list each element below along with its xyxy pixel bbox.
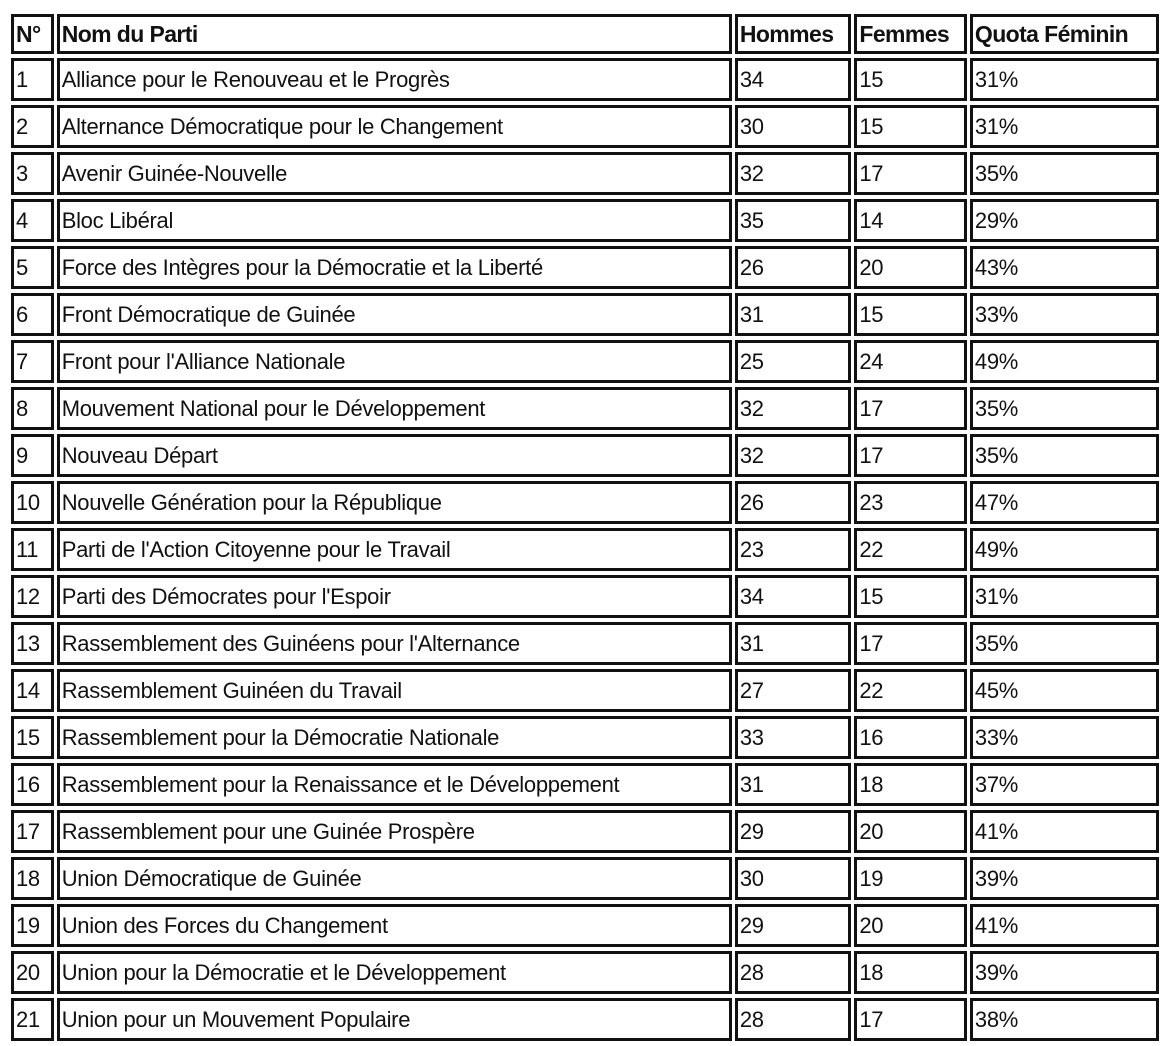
- party-name: Union pour la Démocratie et le Développement: [57, 951, 732, 994]
- women-count: 24: [854, 340, 967, 383]
- women-count: 17: [854, 998, 967, 1041]
- row-number: 4: [11, 199, 54, 242]
- female-quota: 39%: [970, 951, 1159, 994]
- female-quota: 31%: [970, 575, 1159, 618]
- row-number: 6: [11, 293, 54, 336]
- female-quota: 29%: [970, 199, 1159, 242]
- men-count: 31: [735, 622, 852, 665]
- party-name: Avenir Guinée-Nouvelle: [57, 152, 732, 195]
- row-number: 3: [11, 152, 54, 195]
- women-count: 23: [854, 481, 967, 524]
- table-row: [11, 669, 1159, 712]
- men-count: 35: [735, 199, 852, 242]
- table-row: [11, 387, 1159, 430]
- table-row: [11, 528, 1159, 571]
- female-quota: 33%: [970, 716, 1159, 759]
- female-quota: 45%: [970, 669, 1159, 712]
- women-count: 17: [854, 387, 967, 430]
- female-quota: 35%: [970, 387, 1159, 430]
- female-quota: 37%: [970, 763, 1159, 806]
- table-row: [11, 340, 1159, 383]
- row-number: 12: [11, 575, 54, 618]
- men-count: 30: [735, 857, 852, 900]
- party-name: Union des Forces du Changement: [57, 904, 732, 947]
- women-count: 15: [854, 58, 967, 101]
- men-count: 26: [735, 246, 852, 289]
- men-count: 29: [735, 810, 852, 853]
- table-row: [11, 857, 1159, 900]
- table-row: [11, 105, 1159, 148]
- men-count: 28: [735, 951, 852, 994]
- women-count: 15: [854, 105, 967, 148]
- party-name: Rassemblement pour une Guinée Prospère: [57, 810, 732, 853]
- row-number: 8: [11, 387, 54, 430]
- party-name: Bloc Libéral: [57, 199, 732, 242]
- table-row: [11, 904, 1159, 947]
- row-number: 17: [11, 810, 54, 853]
- party-name: Force des Intègres pour la Démocratie et la Liberté: [57, 246, 732, 289]
- party-name: Front pour l'Alliance Nationale: [57, 340, 732, 383]
- table-row: [11, 434, 1159, 477]
- female-quota: 33%: [970, 293, 1159, 336]
- row-number: 19: [11, 904, 54, 947]
- men-count: 34: [735, 575, 852, 618]
- men-count: 28: [735, 998, 852, 1041]
- table-row: [11, 152, 1159, 195]
- table-row: [11, 998, 1159, 1041]
- women-count: 18: [854, 951, 967, 994]
- row-number: 20: [11, 951, 54, 994]
- parties-table: [8, 10, 1162, 1045]
- women-count: 19: [854, 857, 967, 900]
- row-number: 2: [11, 105, 54, 148]
- women-count: 20: [854, 246, 967, 289]
- party-name: Front Démocratique de Guinée: [57, 293, 732, 336]
- table-row: [11, 246, 1159, 289]
- men-count: 32: [735, 152, 852, 195]
- party-name: Alternance Démocratique pour le Changement: [57, 105, 732, 148]
- party-name: Alliance pour le Renouveau et le Progrès: [57, 58, 732, 101]
- party-name: Rassemblement Guinéen du Travail: [57, 669, 732, 712]
- men-count: 25: [735, 340, 852, 383]
- table-row: [11, 58, 1159, 101]
- men-count: 23: [735, 528, 852, 571]
- party-name: Rassemblement pour la Renaissance et le Développement: [57, 763, 732, 806]
- row-number: 10: [11, 481, 54, 524]
- female-quota: 41%: [970, 810, 1159, 853]
- female-quota: 35%: [970, 622, 1159, 665]
- men-count: 32: [735, 387, 852, 430]
- party-name: Nouvelle Génération pour la République: [57, 481, 732, 524]
- women-count: 14: [854, 199, 967, 242]
- women-count: 15: [854, 293, 967, 336]
- female-quota: 47%: [970, 481, 1159, 524]
- header-female-quota: Quota Féminin: [970, 14, 1159, 54]
- women-count: 20: [854, 904, 967, 947]
- men-count: 34: [735, 58, 852, 101]
- women-count: 15: [854, 575, 967, 618]
- header-row: [11, 14, 1159, 54]
- women-count: 16: [854, 716, 967, 759]
- table-body: [11, 58, 1159, 1041]
- female-quota: 31%: [970, 105, 1159, 148]
- party-name: Nouveau Départ: [57, 434, 732, 477]
- female-quota: 49%: [970, 340, 1159, 383]
- party-name: Rassemblement pour la Démocratie Nationale: [57, 716, 732, 759]
- female-quota: 49%: [970, 528, 1159, 571]
- women-count: 22: [854, 669, 967, 712]
- table-row: [11, 622, 1159, 665]
- row-number: 18: [11, 857, 54, 900]
- header-party-name: Nom du Parti: [57, 14, 732, 54]
- female-quota: 35%: [970, 152, 1159, 195]
- table-row: [11, 481, 1159, 524]
- row-number: 15: [11, 716, 54, 759]
- men-count: 33: [735, 716, 852, 759]
- female-quota: 35%: [970, 434, 1159, 477]
- table-row: [11, 951, 1159, 994]
- men-count: 31: [735, 763, 852, 806]
- row-number: 1: [11, 58, 54, 101]
- row-number: 13: [11, 622, 54, 665]
- header-number: N°: [11, 14, 54, 54]
- men-count: 32: [735, 434, 852, 477]
- table-row: [11, 810, 1159, 853]
- female-quota: 31%: [970, 58, 1159, 101]
- men-count: 29: [735, 904, 852, 947]
- women-count: 22: [854, 528, 967, 571]
- party-name: Mouvement National pour le Développement: [57, 387, 732, 430]
- row-number: 21: [11, 998, 54, 1041]
- table-row: [11, 199, 1159, 242]
- header-women: Femmes: [854, 14, 967, 54]
- women-count: 17: [854, 434, 967, 477]
- row-number: 9: [11, 434, 54, 477]
- table-row: [11, 293, 1159, 336]
- women-count: 17: [854, 152, 967, 195]
- row-number: 5: [11, 246, 54, 289]
- women-count: 20: [854, 810, 967, 853]
- party-name: Rassemblement des Guinéens pour l'Alternance: [57, 622, 732, 665]
- row-number: 7: [11, 340, 54, 383]
- party-name: Parti des Démocrates pour l'Espoir: [57, 575, 732, 618]
- female-quota: 43%: [970, 246, 1159, 289]
- row-number: 16: [11, 763, 54, 806]
- table-row: [11, 575, 1159, 618]
- men-count: 26: [735, 481, 852, 524]
- female-quota: 38%: [970, 998, 1159, 1041]
- women-count: 17: [854, 622, 967, 665]
- header-men: Hommes: [735, 14, 852, 54]
- party-name: Union pour un Mouvement Populaire: [57, 998, 732, 1041]
- men-count: 31: [735, 293, 852, 336]
- party-name: Parti de l'Action Citoyenne pour le Travail: [57, 528, 732, 571]
- women-count: 18: [854, 763, 967, 806]
- table-row: [11, 716, 1159, 759]
- female-quota: 39%: [970, 857, 1159, 900]
- table-row: [11, 763, 1159, 806]
- row-number: 11: [11, 528, 54, 571]
- men-count: 30: [735, 105, 852, 148]
- party-name: Union Démocratique de Guinée: [57, 857, 732, 900]
- men-count: 27: [735, 669, 852, 712]
- female-quota: 41%: [970, 904, 1159, 947]
- row-number: 14: [11, 669, 54, 712]
